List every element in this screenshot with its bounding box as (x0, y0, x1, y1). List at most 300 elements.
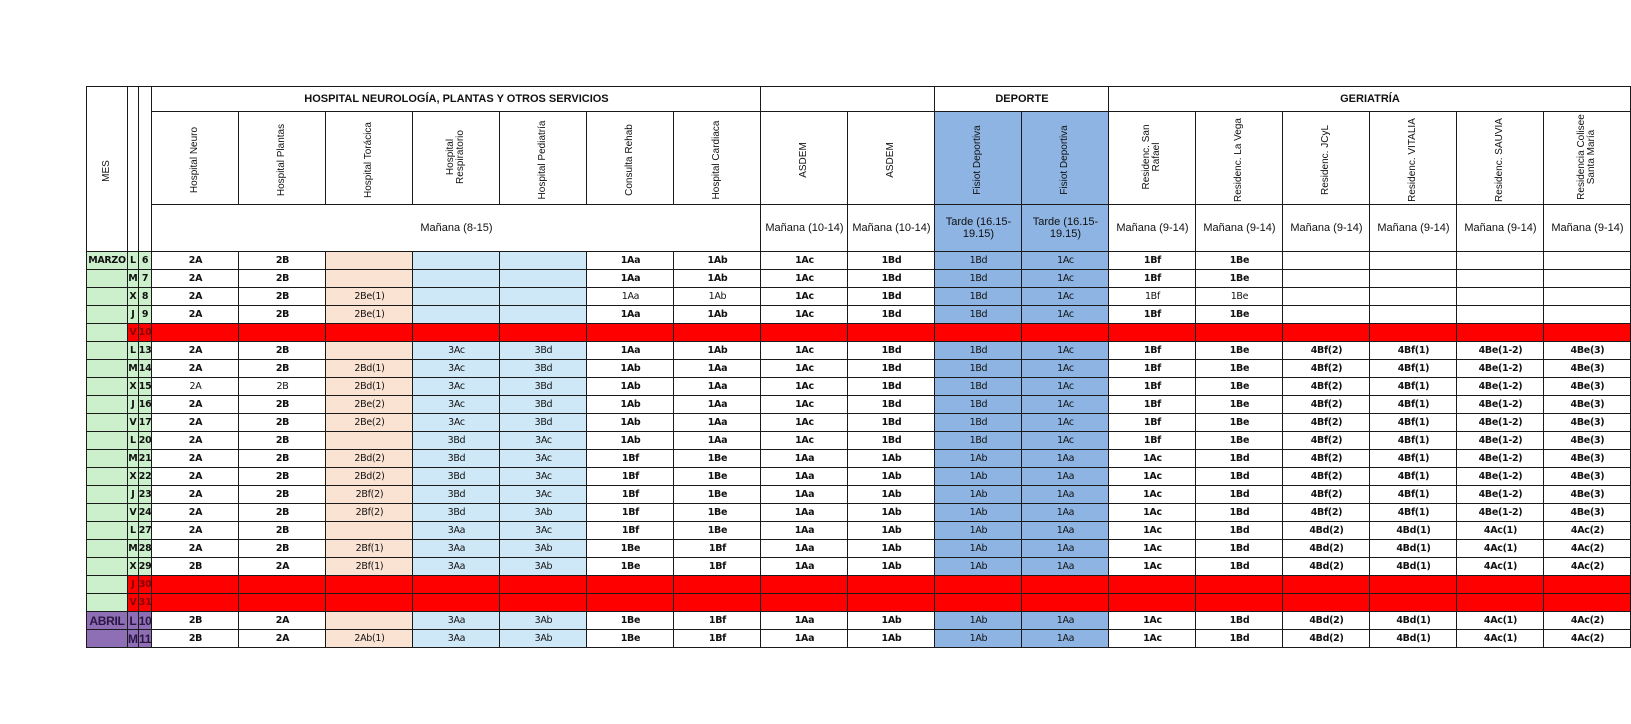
schedule-cell: 1Bd (935, 396, 1022, 414)
schedule-cell: 1Aa (674, 360, 761, 378)
schedule-cell (500, 306, 587, 324)
schedule-cell: 2Be(2) (326, 396, 413, 414)
schedule-cell: 3Ac (413, 360, 500, 378)
column-header-label: Hospital Pediatría (537, 120, 549, 200)
schedule-cell: 1Bd (848, 360, 935, 378)
schedule-cell (935, 576, 1022, 594)
weekday-cell: M (128, 450, 139, 468)
schedule-cell: 1Bd (1196, 630, 1283, 648)
schedule-cell: 4Bf(1) (1370, 414, 1457, 432)
schedule-cell: 1Aa (761, 504, 848, 522)
mes-label: MES (101, 160, 112, 182)
schedule-cell: 1Bf (1109, 360, 1196, 378)
weekday-cell: L (128, 432, 139, 450)
schedule-cell: 1Bd (848, 270, 935, 288)
schedule-cell: 1Aa (761, 522, 848, 540)
schedule-cell: 1Be (1196, 432, 1283, 450)
schedule-cell (1196, 324, 1283, 342)
date-cell: 10 (138, 613, 152, 628)
column-header-label: ASDEM (798, 142, 810, 178)
schedule-cell: 1Ab (935, 486, 1022, 504)
date-cell: 16 (138, 396, 152, 414)
schedule-cell: 4Be(3) (1544, 432, 1631, 450)
schedule-cell: 4Be(3) (1544, 414, 1631, 432)
schedule-cell: 1Aa (761, 540, 848, 558)
table-row (87, 468, 1631, 486)
date-cell: 17 (138, 414, 152, 432)
schedule-cell: 1Ac (761, 342, 848, 360)
shift-fisiot-1: Tarde (16.15-19.15) (935, 205, 1022, 252)
schedule-cell: 2A (152, 540, 239, 558)
schedule-cell: 1Bf (1109, 396, 1196, 414)
schedule-cell: 1Ab (674, 306, 761, 324)
schedule-cell: 1Ac (761, 270, 848, 288)
table-row (87, 414, 1631, 432)
schedule-cell (500, 288, 587, 306)
schedule-cell: 1Ab (848, 450, 935, 468)
schedule-cell (326, 432, 413, 450)
schedule-cell: 1Ac (1109, 612, 1196, 630)
schedule-cell: 1Bf (1109, 342, 1196, 360)
month-cell (87, 414, 128, 432)
weekday-cell: L (128, 252, 139, 270)
schedule-cell: 1Ab (935, 522, 1022, 540)
schedule-cell: 1Aa (587, 342, 674, 360)
schedule-cell: 1Ab (848, 504, 935, 522)
schedule-cell: 1Ab (848, 558, 935, 576)
schedule-cell: 1Ab (587, 378, 674, 396)
schedule-cell (326, 576, 413, 594)
schedule-cell (1370, 252, 1457, 270)
schedule-cell: 4Be(1-2) (1457, 504, 1544, 522)
weekday-cell: J (128, 486, 139, 504)
schedule-cell: 4Bf(2) (1283, 396, 1370, 414)
schedule-cell: 3Ac (500, 432, 587, 450)
month-cell (87, 342, 128, 360)
schedule-cell (761, 324, 848, 342)
month-cell (87, 270, 128, 288)
schedule-cell: 4Ac(2) (1544, 558, 1631, 576)
schedule-cell: 1Bf (1109, 378, 1196, 396)
schedule-cell (413, 324, 500, 342)
schedule-cell: 4Ac(2) (1544, 630, 1631, 648)
schedule-cell: 4Bf(1) (1370, 432, 1457, 450)
weekday-cell: L (129, 613, 137, 628)
schedule-cell (1283, 270, 1370, 288)
schedule-cell (848, 324, 935, 342)
column-header (413, 112, 500, 205)
schedule-cell: 1Bd (848, 396, 935, 414)
schedule-cell: 1Bf (674, 612, 761, 630)
schedule-cell (152, 594, 239, 612)
schedule-cell: 1Ac (1022, 342, 1109, 360)
schedule-cell: 1Bd (935, 432, 1022, 450)
weekday-cell: X (128, 378, 139, 396)
column-header (1196, 112, 1283, 205)
schedule-cell: 1Aa (761, 486, 848, 504)
schedule-cell: 1Ac (761, 396, 848, 414)
schedule-cell: 3Bd (413, 450, 500, 468)
schedule-cell: 4Ac(2) (1544, 540, 1631, 558)
schedule-cell: 3Ac (413, 378, 500, 396)
schedule-cell: 1Ab (674, 252, 761, 270)
schedule-cell: 2B (239, 396, 326, 414)
schedule-cell: 3Ac (413, 414, 500, 432)
schedule-cell: 1Be (1196, 342, 1283, 360)
schedule-cell: 1Bf (1109, 432, 1196, 450)
schedule-cell (935, 594, 1022, 612)
date-cell: 7 (138, 270, 152, 288)
schedule-cell: 1Bd (1196, 612, 1283, 630)
schedule-cell: 4Bf(2) (1283, 432, 1370, 450)
schedule-cell: 3Bd (413, 432, 500, 450)
schedule-cell (935, 324, 1022, 342)
schedule-cell: 4Be(3) (1544, 504, 1631, 522)
schedule-cell (1457, 324, 1544, 342)
table-row (87, 540, 1631, 558)
schedule-cell: 1Aa (761, 612, 848, 630)
schedule-cell: 2Bd(2) (326, 450, 413, 468)
schedule-cell: 2Bd(1) (326, 360, 413, 378)
schedule-cell: 1Be (1196, 270, 1283, 288)
column-header-label: Residenc. VITALIA (1407, 118, 1419, 202)
schedule-cell (500, 324, 587, 342)
schedule-cell: 3Aa (413, 630, 500, 648)
column-header-label: Fisiot Deportiva (1059, 125, 1071, 195)
schedule-cell: 3Ab (500, 504, 587, 522)
column-header (152, 112, 239, 205)
schedule-cell (1109, 324, 1196, 342)
schedule-cell: 2B (239, 414, 326, 432)
schedule-cell: 4Bf(1) (1370, 468, 1457, 486)
schedule-cell: 2B (239, 378, 326, 396)
schedule-cell: 1Bf (587, 486, 674, 504)
shift-asdem-2: Mañana (10-14) (848, 205, 935, 252)
schedule-cell (1370, 306, 1457, 324)
schedule-cell: 3Bd (500, 378, 587, 396)
schedule-cell: 2B (239, 540, 326, 558)
schedule-cell (500, 576, 587, 594)
schedule-cell (1457, 270, 1544, 288)
schedule-cell: 1Bd (1196, 504, 1283, 522)
schedule-cell (1370, 270, 1457, 288)
schedule-cell (413, 576, 500, 594)
schedule-cell (1283, 594, 1370, 612)
schedule-cell: 1Ac (1022, 396, 1109, 414)
schedule-cell: 1Ab (674, 288, 761, 306)
table-row (87, 522, 1631, 540)
column-header (674, 112, 761, 205)
schedule-cell: 1Bd (935, 342, 1022, 360)
column-header-label: Hospital Respiratorio (445, 130, 467, 184)
schedule-cell: 4Ac(1) (1457, 540, 1544, 558)
schedule-cell: 4Bd(1) (1370, 558, 1457, 576)
table-row (87, 270, 1631, 288)
schedule-cell (500, 594, 587, 612)
schedule-cell: 1Ab (587, 360, 674, 378)
schedule-cell: 3Bd (413, 486, 500, 504)
schedule-cell: 1Be (587, 558, 674, 576)
schedule-cell: 2B (239, 288, 326, 306)
schedule-cell: 2Bf(2) (326, 504, 413, 522)
schedule-cell (500, 252, 587, 270)
schedule-cell: 2A (152, 342, 239, 360)
schedule-cell: 1Aa (1022, 558, 1109, 576)
schedule-cell (413, 594, 500, 612)
schedule-cell: 2A (239, 612, 326, 630)
schedule-cell: 1Ac (1109, 504, 1196, 522)
schedule-cell: 2A (152, 378, 239, 396)
schedule-cell: 2A (152, 306, 239, 324)
schedule-cell: 1Bf (587, 504, 674, 522)
schedule-cell: 1Ab (848, 522, 935, 540)
schedule-cell: 4Bf(1) (1370, 360, 1457, 378)
table-row (87, 306, 1631, 324)
schedule-cell: 1Bf (1109, 252, 1196, 270)
schedule-cell (152, 576, 239, 594)
schedule-cell: 2Be(1) (326, 306, 413, 324)
column-header (848, 112, 935, 205)
schedule-cell: 1Ac (761, 360, 848, 378)
schedule-cell: 3Ac (500, 468, 587, 486)
schedule-cell: 1Ac (761, 288, 848, 306)
schedule-cell: 1Aa (1022, 468, 1109, 486)
schedule-cell: 1Bf (674, 540, 761, 558)
schedule-cell: 2B (239, 504, 326, 522)
schedule-cell (761, 576, 848, 594)
schedule-cell: 1Bd (1196, 558, 1283, 576)
weekday-cell: V (128, 324, 139, 342)
schedule-cell: 1Ac (1109, 540, 1196, 558)
schedule-cell: 1Aa (674, 432, 761, 450)
schedule-cell: 1Bd (1196, 468, 1283, 486)
schedule-cell: 4Bd(1) (1370, 612, 1457, 630)
schedule-cell: 2A (152, 270, 239, 288)
weekday-cell: X (128, 558, 139, 576)
schedule-cell: 4Bf(1) (1370, 450, 1457, 468)
schedule-cell (239, 576, 326, 594)
schedule-cell: 2B (239, 252, 326, 270)
schedule-cell: 1Bf (674, 558, 761, 576)
schedule-cell: 1Bd (935, 360, 1022, 378)
schedule-cell: 3Aa (413, 522, 500, 540)
schedule-cell: 1Aa (1022, 486, 1109, 504)
schedule-cell: 1Aa (587, 306, 674, 324)
schedule-cell: 4Be(1-2) (1457, 486, 1544, 504)
weekday-cell: M (128, 631, 138, 646)
schedule-cell: 4Bf(2) (1283, 504, 1370, 522)
date-cell: 21 (138, 450, 152, 468)
schedule-cell: 3Aa (413, 558, 500, 576)
column-header-label: Hospital Torácica (363, 122, 375, 198)
schedule-cell: 4Be(1-2) (1457, 378, 1544, 396)
schedule-cell: 4Bf(2) (1283, 486, 1370, 504)
column-header-label: Residenc. JCyL (1320, 124, 1332, 196)
schedule-cell: 4Be(1-2) (1457, 450, 1544, 468)
schedule-cell (413, 270, 500, 288)
month-cell (87, 576, 128, 594)
schedule-cell (1370, 324, 1457, 342)
schedule-cell: 2Ab(1) (326, 630, 413, 648)
month-cell (87, 324, 128, 342)
schedule-cell (1457, 306, 1544, 324)
month-cell (87, 540, 128, 558)
table-row (87, 342, 1631, 360)
table-row (87, 360, 1631, 378)
schedule-cell (413, 288, 500, 306)
month-cell (87, 306, 128, 324)
schedule-cell: 4Bf(1) (1370, 378, 1457, 396)
schedule-cell: 1Ac (761, 414, 848, 432)
group-geriatria: GERIATRÍA (1109, 87, 1631, 112)
schedule-cell: 1Ab (935, 558, 1022, 576)
date-cell: 10 (138, 324, 152, 342)
schedule-cell (326, 324, 413, 342)
schedule-cell: 1Aa (1022, 612, 1109, 630)
schedule-cell: 3Aa (413, 612, 500, 630)
schedule-cell (1370, 288, 1457, 306)
schedule-cell: 1Be (587, 612, 674, 630)
schedule-cell: 4Be(3) (1544, 396, 1631, 414)
column-header-label: Hospital Cardiaca (711, 120, 723, 200)
schedule-cell (1370, 576, 1457, 594)
month-cell (87, 450, 128, 468)
column-header (935, 112, 1022, 205)
column-header (761, 112, 848, 205)
column-header (1283, 112, 1370, 205)
schedule-cell (1283, 288, 1370, 306)
schedule-cell: 1Be (1196, 414, 1283, 432)
schedule-cell (1457, 252, 1544, 270)
schedule-cell: 1Bf (1109, 414, 1196, 432)
month-cell (87, 594, 128, 612)
schedule-cell: 3Aa (413, 540, 500, 558)
date-cell: 14 (138, 360, 152, 378)
schedule-cell: 1Be (674, 522, 761, 540)
schedule-cell: 3Ab (500, 558, 587, 576)
schedule-cell: 1Ab (587, 414, 674, 432)
column-header (239, 112, 326, 205)
date-cell: 28 (138, 540, 152, 558)
schedule-cell: 4Be(3) (1544, 450, 1631, 468)
schedule-cell: 2A (152, 288, 239, 306)
weekday-cell: V (128, 414, 139, 432)
date-cell: 22 (138, 468, 152, 486)
schedule-cell (587, 594, 674, 612)
column-header-label: Residenc. SAUVIA (1494, 118, 1506, 202)
schedule-cell: 1Be (674, 450, 761, 468)
schedule-cell (1457, 594, 1544, 612)
schedule-cell: 3Ac (500, 522, 587, 540)
schedule-cell: 3Ab (500, 540, 587, 558)
schedule-cell: 3Bd (500, 396, 587, 414)
schedule-cell: 1Ab (674, 342, 761, 360)
schedule-cell: 1Be (1196, 288, 1283, 306)
schedule-cell: 1Ab (674, 270, 761, 288)
schedule-cell: 1Ac (1109, 450, 1196, 468)
schedule-cell: 1Aa (674, 414, 761, 432)
table-row (87, 486, 1631, 504)
schedule-cell: 4Bf(1) (1370, 342, 1457, 360)
weekday-cell: X (128, 288, 139, 306)
schedule-cell: 1Aa (1022, 504, 1109, 522)
column-header (326, 112, 413, 205)
schedule-cell (1457, 288, 1544, 306)
schedule-cell: 1Ab (935, 540, 1022, 558)
schedule-cell (1022, 324, 1109, 342)
schedule-cell: 1Bf (1109, 306, 1196, 324)
month-cell (87, 288, 128, 306)
schedule-cell: 4Bf(1) (1370, 486, 1457, 504)
schedule-cell: 1Bd (1196, 450, 1283, 468)
schedule-cell: 4Be(1-2) (1457, 396, 1544, 414)
weekday-cell: V (128, 594, 139, 612)
weekday-cell: L (128, 522, 139, 540)
schedule-cell: 4Be(3) (1544, 486, 1631, 504)
schedule-cell (1196, 594, 1283, 612)
schedule-cell: 1Ac (761, 432, 848, 450)
schedule-cell (1544, 594, 1631, 612)
schedule-cell (239, 594, 326, 612)
schedule-cell (1457, 576, 1544, 594)
month-cell (87, 630, 128, 648)
schedule-cell: 1Bd (935, 252, 1022, 270)
schedule-cell: 2A (152, 522, 239, 540)
schedule-cell: 2A (152, 360, 239, 378)
group-asdem-blank (761, 87, 935, 112)
weekday-cell: M (128, 540, 139, 558)
schedule-cell: 1Ab (935, 504, 1022, 522)
shift-res-4: Mañana (9-14) (1370, 205, 1457, 252)
schedule-cell (1370, 594, 1457, 612)
schedule-cell: 1Bd (935, 414, 1022, 432)
schedule-cell: 1Ab (848, 468, 935, 486)
schedule-cell (674, 324, 761, 342)
schedule-cell: 1Be (674, 468, 761, 486)
month-cell (87, 396, 128, 414)
shift-hospital: Mañana (8-15) (152, 205, 761, 252)
table-row (87, 504, 1631, 522)
schedule-cell: 1Aa (761, 558, 848, 576)
schedule-cell: 1Aa (587, 270, 674, 288)
column-header (1109, 112, 1196, 205)
schedule-cell: 1Be (1196, 252, 1283, 270)
schedule-cell: 1Ac (1022, 432, 1109, 450)
schedule-cell: 1Ac (1109, 630, 1196, 648)
day-header (128, 87, 139, 252)
schedule-cell (587, 324, 674, 342)
schedule-cell: 3Bd (500, 414, 587, 432)
table-row (87, 324, 1631, 342)
schedule-cell: 3Ab (500, 630, 587, 648)
column-header-label: Fisiot Deportiva (972, 125, 984, 195)
schedule-cell (413, 252, 500, 270)
schedule-cell: 2B (239, 486, 326, 504)
schedule-cell: 2A (152, 432, 239, 450)
schedule-cell: 1Ab (848, 540, 935, 558)
schedule-cell: 1Aa (1022, 630, 1109, 648)
schedule-cell: 2A (152, 450, 239, 468)
schedule-cell: 1Ac (1109, 522, 1196, 540)
schedule-cell: 4Bd(1) (1370, 630, 1457, 648)
schedule-cell: 2B (239, 360, 326, 378)
shift-res-2: Mañana (9-14) (1196, 205, 1283, 252)
weekday-cell: V (128, 504, 139, 522)
schedule-cell: 4Be(3) (1544, 378, 1631, 396)
schedule-cell: 1Ab (848, 486, 935, 504)
schedule-cell: 4Bf(2) (1283, 414, 1370, 432)
schedule-cell: 1Bf (1109, 270, 1196, 288)
